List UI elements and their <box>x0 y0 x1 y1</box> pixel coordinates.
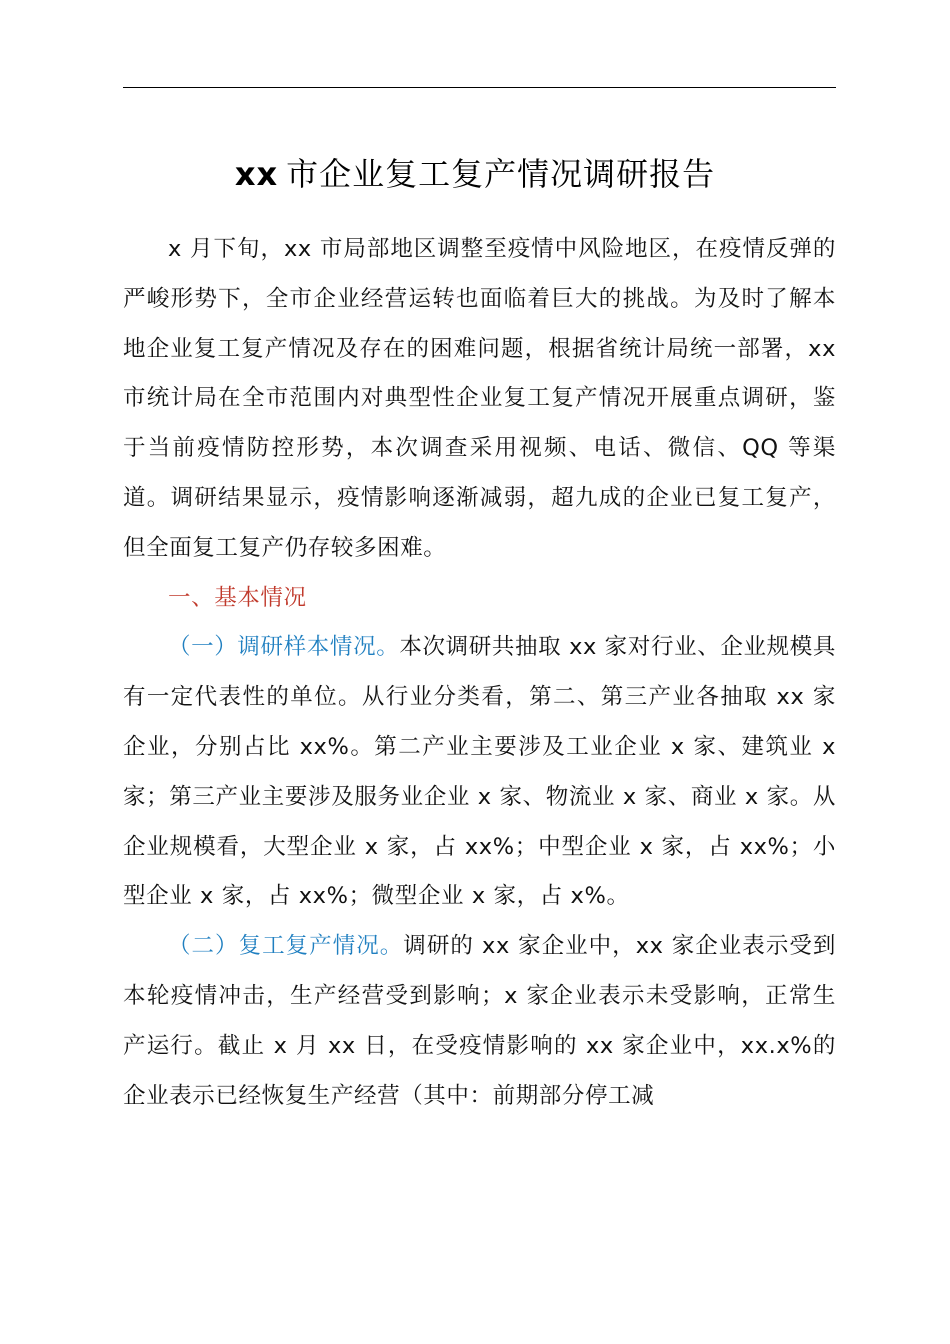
section-heading-basic: 一、基本情况 <box>168 584 307 611</box>
title-main: 市企业复工复产情况调研报告 <box>286 155 716 193</box>
sample-paragraph <box>123 623 836 922</box>
sample-text: 本次调研共抽取 xx 家对行业、企业规模具有一定代表性的单位。从行业分类看，第二、第三产业各抽取 xx 家企业，分别占比 xx%。第二产业主要涉及工业企业 x 家、建筑业 x 家；第三产业主要涉及服务业企业 x 家、物流业 x 家、商业 x 家。从企业规模看，大型企业 x 家，占 xx%；中型企业 x 家，占 xx%；小型企业 x 家，占 xx%；微型企业 x 家，占 x%。 <box>123 634 836 910</box>
header-rule <box>123 87 836 88</box>
title-prefix: xx <box>234 155 279 193</box>
report-body <box>123 225 836 1121</box>
sub-heading-sample: （一）调研样本情况。 <box>168 634 400 661</box>
resumption-paragraph <box>123 922 836 1121</box>
report-title <box>0 148 950 200</box>
sub-heading-resumption: （二）复工复产情况。 <box>168 933 404 960</box>
resumption-text: 调研的 xx 家企业中，xx 家企业表示受到本轮疫情冲击，生产经营受到影响；x 家企业表示未受影响，正常生产运行。截止 x 月 xx 日，在受疫情影响的 xx 家企业中，xx.x%的企业表示已经恢复生产经营（其中：前期部分停工减 <box>123 933 836 1109</box>
intro-paragraph: x 月下旬，xx 市局部地区调整至疫情中风险地区，在疫情反弹的严峻形势下，全市企业经营运转也面临着巨大的挑战。为及时了解本地企业复工复产情况及存在的困难问题，根据省统计局统一部署，xx 市统计局在全市范围内对典型性企业复工复产情况开展重点调研，鉴于当前疫情防控形势，本次调查采用视频、电话、微信、QQ 等渠道。调研结果显示，疫情影响逐渐减弱，超九成的企业已复工复产，但全面复工复产仍存较多困难。 <box>123 236 836 561</box>
